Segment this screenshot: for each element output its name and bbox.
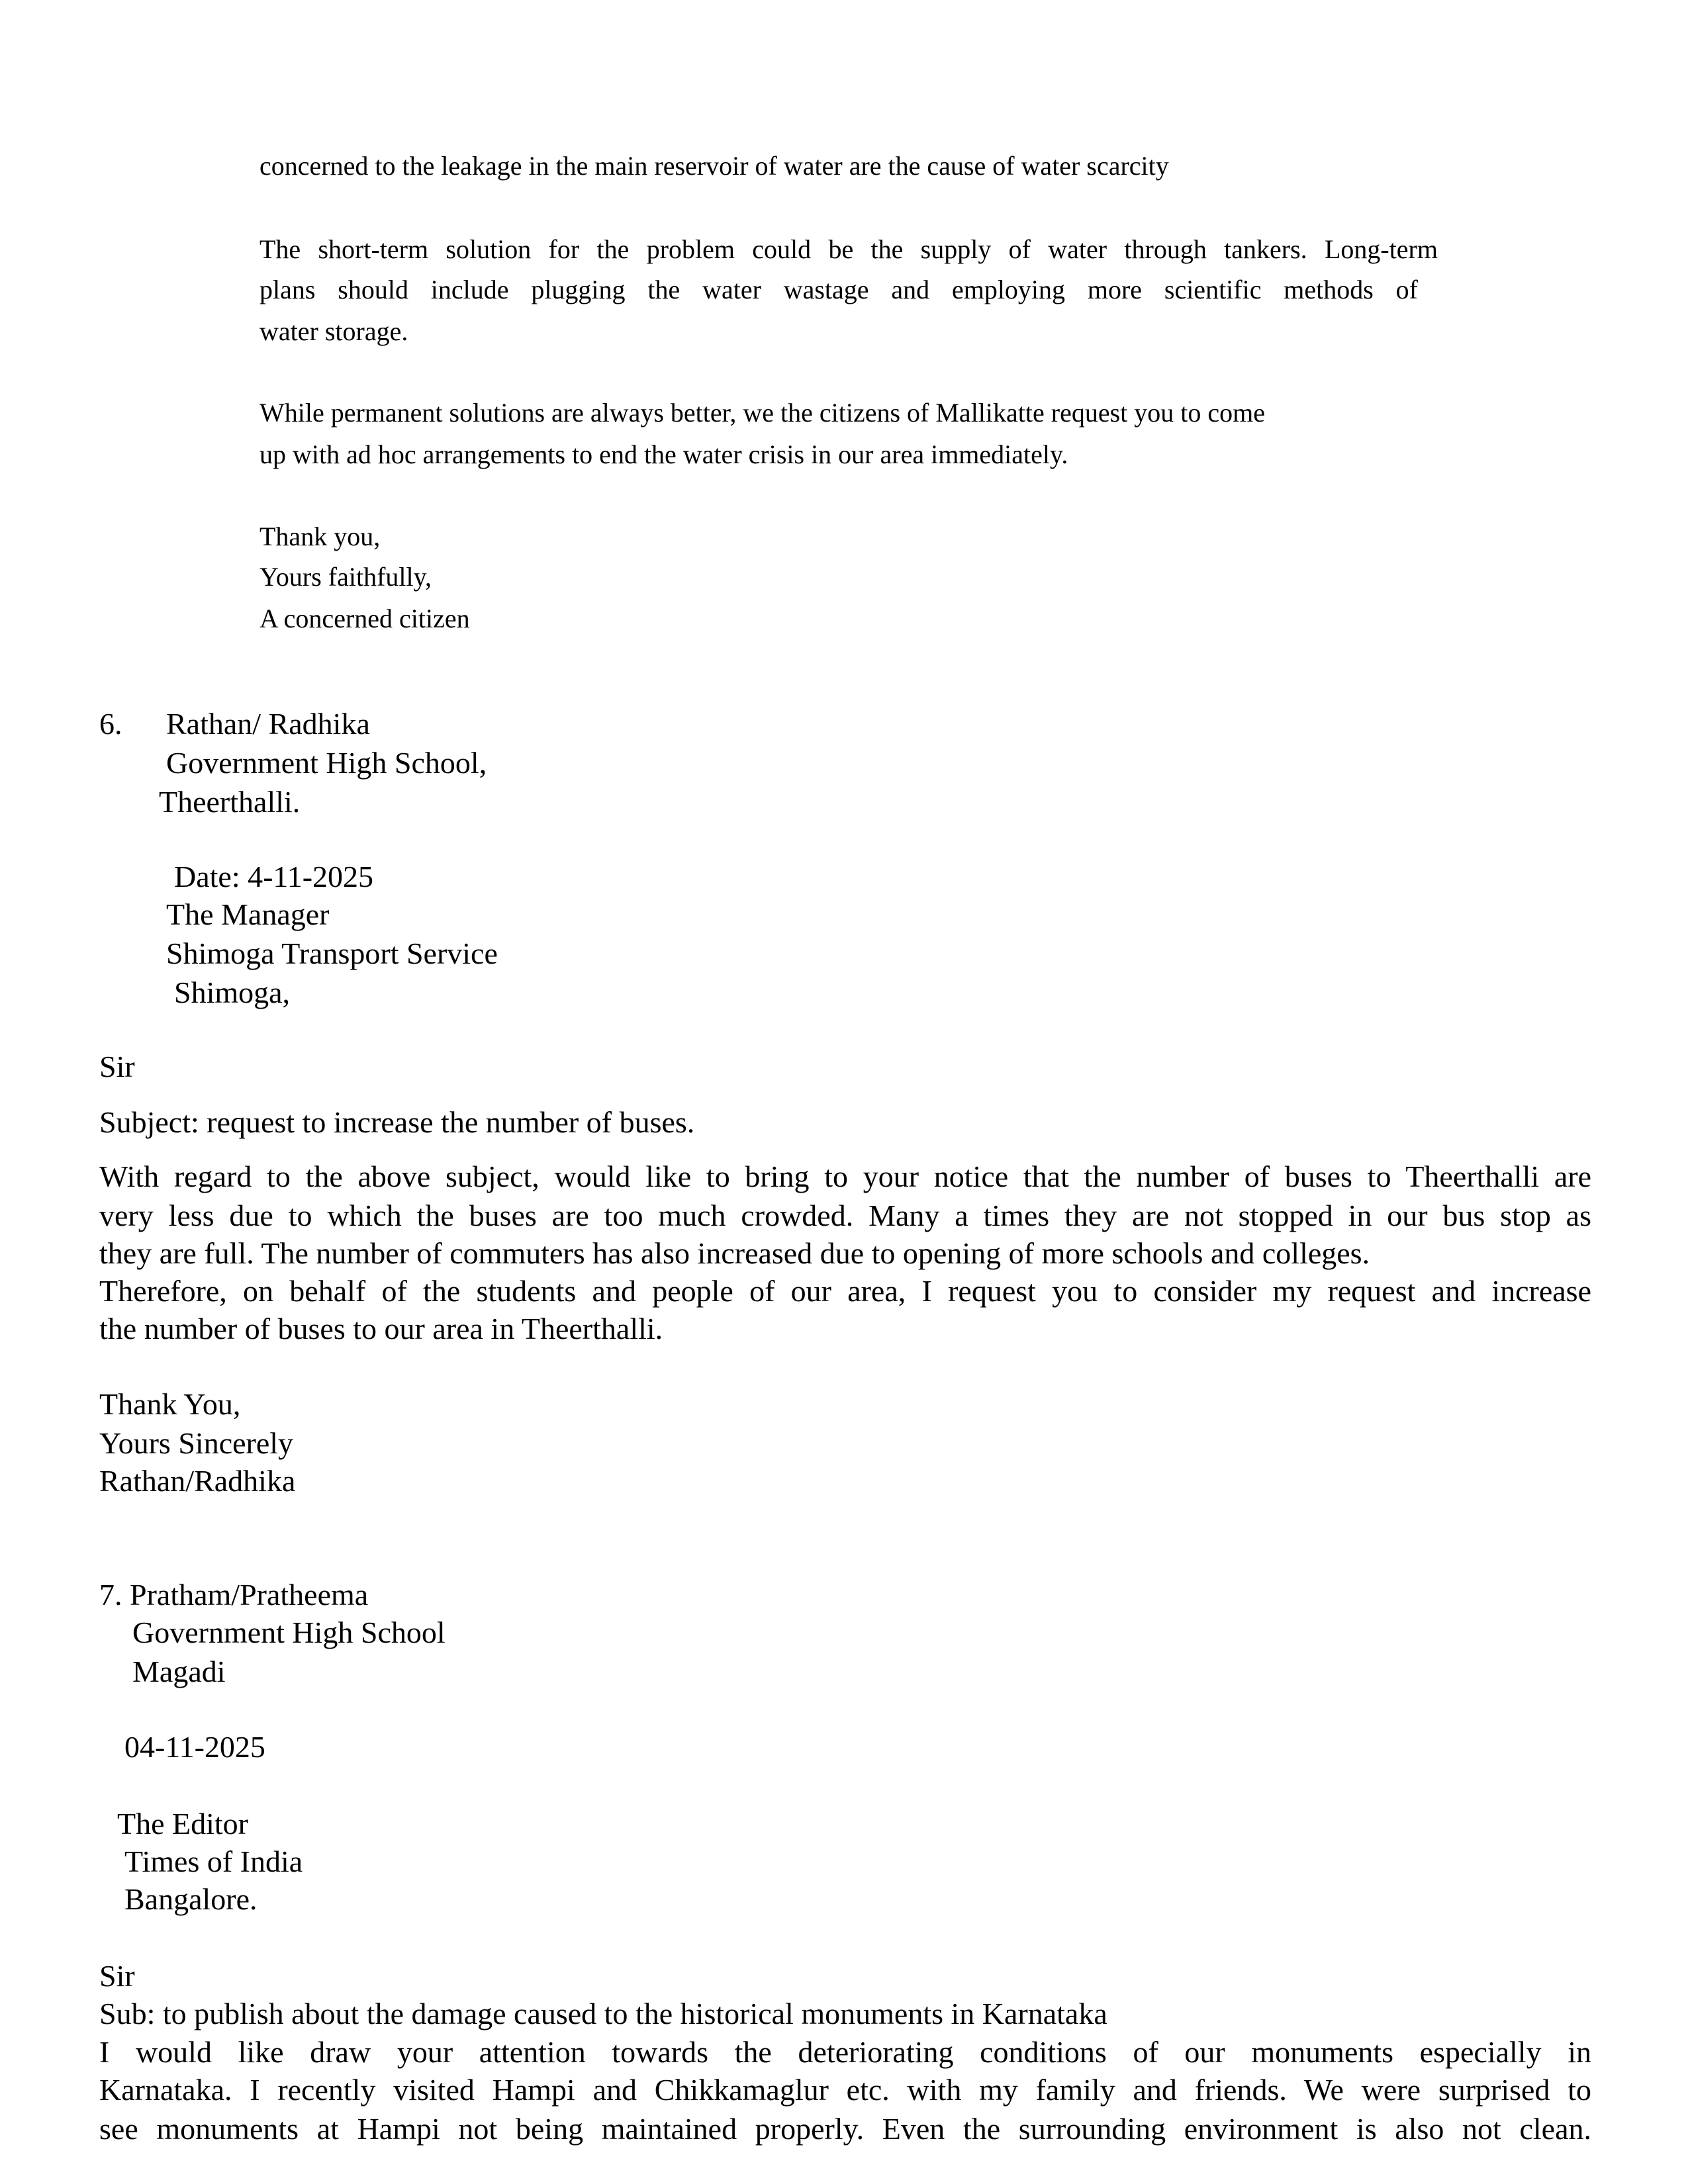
letter5-closing-yours: Yours faithfully,: [259, 562, 432, 592]
letter5-para1-line3: water storage.: [259, 316, 408, 346]
letter6-body-line4: Therefore, on behalf of the students and people of our area, I request you to consider my request and increase: [99, 1274, 1591, 1308]
letter5-closing-thanks: Thank you,: [259, 522, 381, 551]
letter7-date: 04-11-2025: [124, 1730, 265, 1764]
letter7-salutation: Sir: [99, 1959, 135, 1993]
letter5-para1-line2: plans should include plugging the water wastage and employing more scientific methods of: [259, 275, 1418, 304]
letter6-sender-place: Theerthalli.: [159, 785, 301, 819]
letter7-sender-name: 7. Pratham/Pratheema: [99, 1578, 369, 1612]
letter6-recipient-place: Shimoga,: [174, 976, 291, 1009]
letter7-recipient-title: The Editor: [117, 1807, 248, 1841]
letter6-number: 6.: [99, 707, 122, 741]
letter7-recipient-place: Bangalore.: [124, 1882, 258, 1916]
letter6-sender-school: Government High School,: [166, 746, 487, 780]
letter6-date: Date: 4-11-2025: [174, 860, 374, 893]
letter7-subject: Sub: to publish about the damage caused to the historical monuments in Karnataka: [99, 1997, 1107, 2030]
letter6-recipient-title: The Manager: [166, 897, 330, 931]
letter7-recipient-org: Times of India: [124, 1844, 303, 1878]
letter6-body-line5: the number of buses to our area in Theerthalli.: [99, 1312, 663, 1345]
letter5-para2-line1: While permanent solutions are always better, we the citizens of Mallikatte request you to come: [259, 398, 1266, 428]
letter7-body-line3: see monuments at Hampi not being maintained properly. Even the surrounding environment is also not clean.: [99, 2112, 1591, 2146]
letter6-signature: Rathan/Radhika: [99, 1464, 296, 1498]
letter6-closing-thanks: Thank You,: [99, 1387, 241, 1421]
letter6-sender-name: Rathan/ Radhika: [166, 707, 370, 741]
letter6-closing-yours: Yours Sincerely: [99, 1426, 294, 1460]
letter5-para2-line2: up with ad hoc arrangements to end the water crisis in our area immediately.: [259, 439, 1068, 469]
letter7-body-line1: I would like draw your attention towards the deteriorating conditions of our monuments especially in: [99, 2035, 1591, 2069]
letter7-sender-place: Magadi: [132, 1655, 226, 1688]
letter7-body-line2: Karnataka. I recently visited Hampi and Chikkamaglur etc. with my family and friends. We were surprised to: [99, 2073, 1591, 2107]
letter6-salutation: Sir: [99, 1050, 135, 1083]
letter6-subject: Subject: request to increase the number of buses.: [99, 1105, 695, 1139]
letter5-continuation: concerned to the leakage in the main reservoir of water are the cause of water scarcity: [259, 151, 1169, 181]
letter5-signature: A concerned citizen: [259, 604, 470, 633]
letter6-body-line3: they are full. The number of commuters has also increased due to opening of more schools and colleges.: [99, 1236, 1370, 1270]
letter6-body-line2: very less due to which the buses are too much crowded. Many a times they are not stopped in our bus stop as: [99, 1199, 1591, 1232]
letter6-recipient-org: Shimoga Transport Service: [166, 936, 498, 970]
letter6-body-line1: With regard to the above subject, would like to bring to your notice that the number of buses to Theerthalli are: [99, 1160, 1591, 1193]
letter7-sender-school: Government High School: [132, 1615, 445, 1649]
letter5-para1-line1: The short-term solution for the problem could be the supply of water through tankers. Long-term: [259, 234, 1438, 264]
